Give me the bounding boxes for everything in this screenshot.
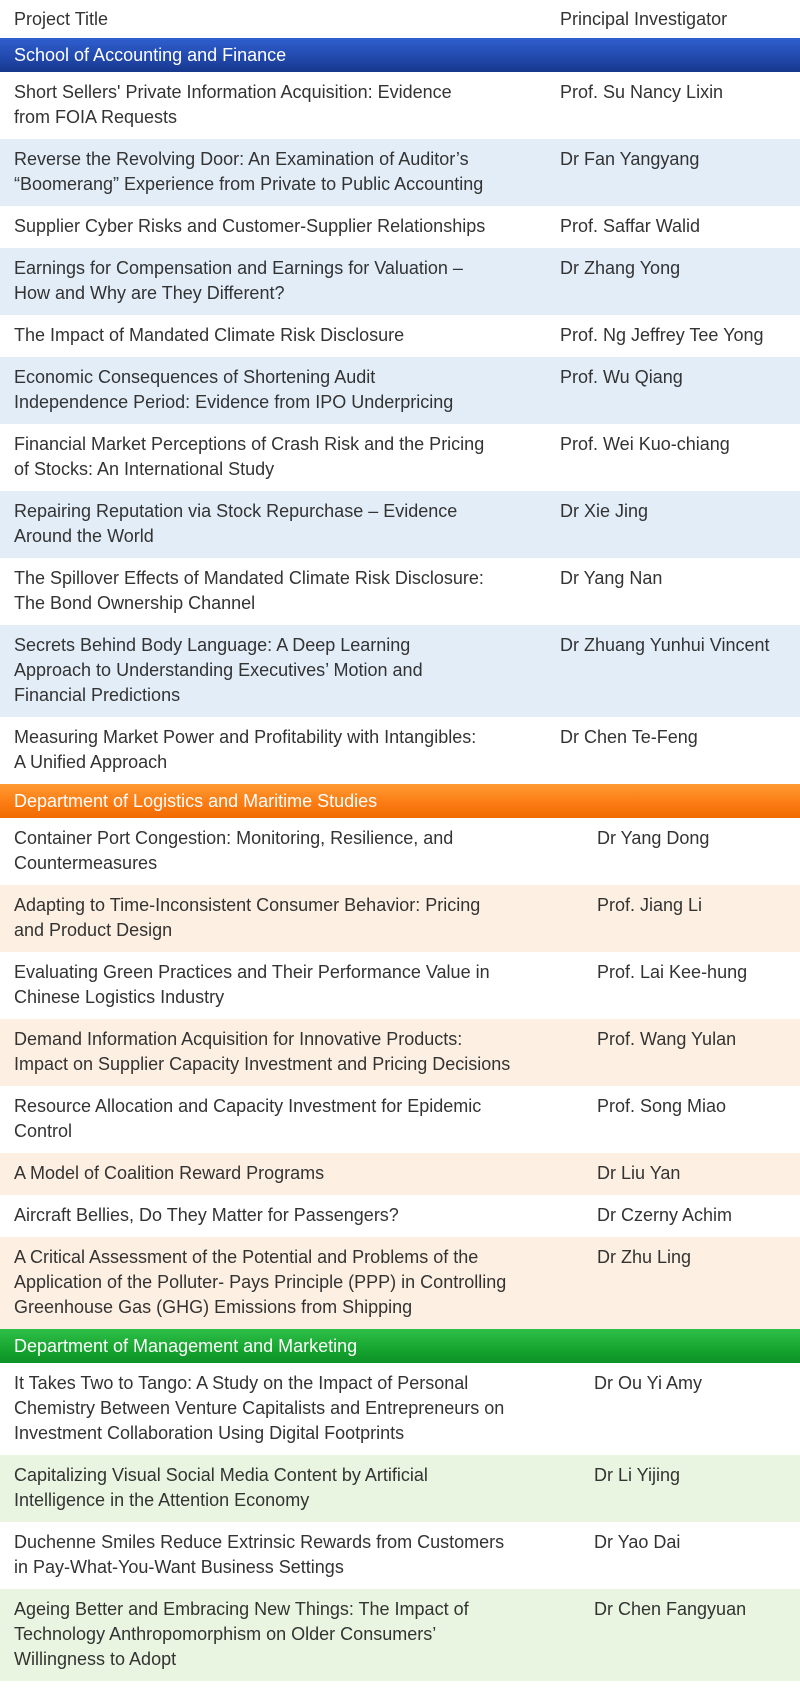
project-title: Duchenne Smiles Reduce Extrinsic Rewards from Customers in Pay-What-You-Want Business Settings	[14, 1532, 505, 1577]
table-header	[0, 0, 800, 38]
table-row	[0, 357, 800, 424]
table-row	[0, 818, 800, 885]
table-row	[0, 1153, 800, 1195]
project-title: The Spillover Effects of Mandated Climate Risk Disclosure: The Bond Ownership Channel	[14, 568, 484, 613]
project-title: Aircraft Bellies, Do They Matter for Passengers?	[14, 1205, 399, 1225]
table-row	[0, 1195, 800, 1237]
project-title: Capitalizing Visual Social Media Content by Artificial Intelligence in the Attention Economy	[14, 1465, 428, 1510]
principal-investigator: Dr Zhang Yong	[560, 258, 681, 278]
section-heading-logistics: Department of Logistics and Maritime Studies	[0, 784, 800, 818]
table-row	[0, 1455, 800, 1522]
section-management	[0, 1329, 800, 1681]
table-row	[0, 72, 800, 139]
principal-investigator: Dr Chen Fangyuan	[594, 1599, 747, 1619]
principal-investigator: Prof. Wang Yulan	[597, 1029, 737, 1049]
principal-investigator: Dr Ou Yi Amy	[594, 1373, 703, 1393]
project-title: Reverse the Revolving Door: An Examination of Auditor’s “Boomerang” Experience from Private to Public Accounting	[14, 149, 484, 194]
principal-investigator: Dr Yang Nan	[560, 568, 663, 588]
table-row	[0, 1363, 800, 1455]
table-row	[0, 952, 800, 1019]
project-title: Container Port Congestion: Monitoring, Resilience, and Countermeasures	[14, 828, 454, 873]
table-row	[0, 1237, 800, 1329]
principal-investigator: Prof. Jiang Li	[597, 895, 703, 915]
project-title: Demand Information Acquisition for Innovative Products: Impact on Supplier Capacity Investment and Pricing Decisions	[14, 1029, 511, 1074]
table-row	[0, 248, 800, 315]
section-heading-management: Department of Management and Marketing	[0, 1329, 800, 1363]
project-title: Financial Market Perceptions of Crash Risk and the Pricing of Stocks: An International Study	[14, 434, 485, 479]
principal-investigator: Dr Liu Yan	[597, 1163, 681, 1183]
table-row	[0, 424, 800, 491]
principal-investigator: Dr Fan Yangyang	[560, 149, 700, 169]
principal-investigator: Dr Yang Dong	[597, 828, 710, 848]
table-row	[0, 1086, 800, 1153]
table-row	[0, 139, 800, 206]
project-title: Short Sellers' Private Information Acquisition: Evidence from FOIA Requests	[14, 82, 452, 127]
table-row	[0, 1589, 800, 1681]
principal-investigator: Prof. Su Nancy Lixin	[560, 82, 724, 102]
section-heading-accounting: School of Accounting and Finance	[0, 38, 800, 72]
table-row	[0, 885, 800, 952]
project-title: A Critical Assessment of the Potential and Problems of the Application of the Polluter- Pays Principle (PPP) in Controlling Greenhouse Gas (GHG) Emissions from Shipping	[14, 1247, 507, 1317]
table-row	[0, 625, 800, 717]
project-title: It Takes Two to Tango: A Study on the Impact of Personal Chemistry Between Venture Capitalists and Entrepreneurs on Investment Collaboration Using Digital Footprints	[14, 1373, 505, 1443]
project-title: A Model of Coalition Reward Programs	[14, 1163, 325, 1183]
principal-investigator: Dr Yao Dai	[594, 1532, 681, 1552]
project-title-header: Project Title	[14, 8, 109, 29]
principal-investigator-header: Principal Investigator	[560, 8, 728, 29]
table-row	[0, 206, 800, 248]
principal-investigator: Prof. Wu Qiang	[560, 367, 683, 387]
principal-investigator: Prof. Song Miao	[597, 1096, 727, 1116]
principal-investigator: Dr Czerny Achim	[597, 1205, 733, 1225]
table-row	[0, 491, 800, 558]
principal-investigator: Prof. Ng Jeffrey Tee Yong	[560, 325, 764, 345]
project-title: Secrets Behind Body Language: A Deep Learning Approach to Understanding Executives’ Motion and Financial Predictions	[14, 635, 423, 705]
principal-investigator: Dr Zhuang Yunhui Vincent	[560, 635, 770, 655]
section-accounting	[0, 38, 800, 784]
principal-investigator: Dr Chen Te-Feng	[560, 727, 698, 747]
project-title: Ageing Better and Embracing New Things: The Impact of Technology Anthropomorphism on Older Consumers’ Willingness to Adopt	[14, 1599, 469, 1669]
principal-investigator: Dr Li Yijing	[594, 1465, 681, 1485]
project-title: Resource Allocation and Capacity Investment for Epidemic Control	[14, 1096, 482, 1141]
principal-investigator: Prof. Lai Kee-hung	[597, 962, 748, 982]
table-row	[0, 1522, 800, 1589]
project-title: The Impact of Mandated Climate Risk Disclosure	[14, 325, 405, 345]
section-logistics	[0, 784, 800, 1329]
project-title: Repairing Reputation via Stock Repurchase – Evidence Around the World	[14, 501, 458, 546]
table-row	[0, 315, 800, 357]
principal-investigator: Prof. Wei Kuo-chiang	[560, 434, 730, 454]
project-title: Measuring Market Power and Profitability with Intangibles: A Unified Approach	[14, 727, 477, 772]
table-row	[0, 717, 800, 784]
principal-investigator: Prof. Saffar Walid	[560, 216, 701, 236]
table-row	[0, 1019, 800, 1086]
principal-investigator: Dr Xie Jing	[560, 501, 649, 521]
project-title: Economic Consequences of Shortening Audit Independence Period: Evidence from IPO Underpricing	[14, 367, 454, 412]
project-title: Earnings for Compensation and Earnings for Valuation – How and Why are They Different?	[14, 258, 463, 303]
sections-container	[0, 38, 800, 1681]
project-title: Evaluating Green Practices and Their Performance Value in Chinese Logistics Industry	[14, 962, 490, 1007]
project-title: Supplier Cyber Risks and Customer-Supplier Relationships	[14, 216, 486, 236]
table-row	[0, 558, 800, 625]
project-title: Adapting to Time-Inconsistent Consumer Behavior: Pricing and Product Design	[14, 895, 481, 940]
principal-investigator: Dr Zhu Ling	[597, 1247, 692, 1267]
